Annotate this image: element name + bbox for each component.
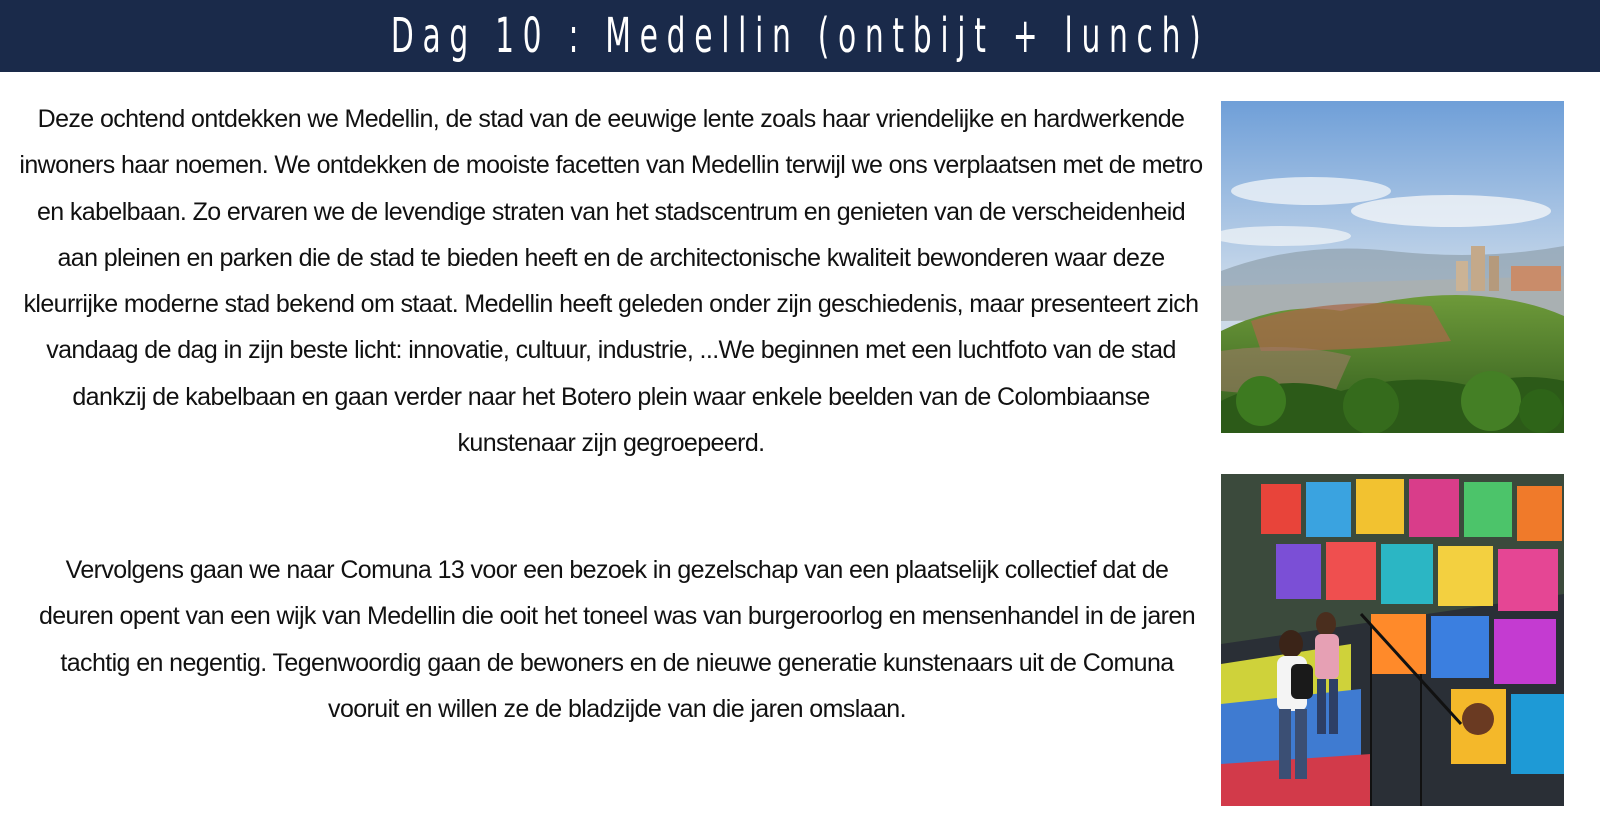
city-landscape-image (1221, 101, 1564, 433)
street-art-stairs-image (1221, 474, 1564, 806)
comuna-paragraph: Vervolgens gaan we naar Comuna 13 voor een bezoek in gezelschap van een plaatselijk collectief dat de deuren opent van een wijk van Medellin die ooit het toneel was van burgeroorlog en mensenhandel in de jaren tachtig en negentig. Tegenwoordig gaan de bewoners en de nieuwe generatie kunstenaars uit de Comuna vooruit en willen ze de bladzijde van die jaren omslaan. (38, 556, 1196, 723)
intro-paragraph: Deze ochtend ontdekken we Medellin, de stad van de eeuwige lente zoals haar vriendelijke en hardwerkende inwoners haar noemen. We ontdekken de mooiste facetten van Medellin terwijl we ons verplaatsen met de metro en kabelbaan. Zo ervaren we de levendige straten van het stadscentrum en genieten van de verscheidenheid aan pleinen en parken die de stad te bieden heeft en de architectonische kwaliteit bewonderen waar deze kleurrijke moderne stad bekend om staat. Medellin heeft geleden onder zijn geschiedenis, maar presenteert zich vandaag de dag in zijn beste licht: innovatie, cultuur, industrie, ...We beginnen met een luchtfoto van de stad dankzij de kabelbaan en gaan verder naar het Botero plein waar enkele beelden van de Colombiaanse kunstenaar zijn gegroepeerd. (19, 105, 1203, 458)
comuna-13-art-photo (1221, 474, 1564, 806)
page-header (0, 0, 1600, 72)
medellin-city-photo (1221, 101, 1564, 433)
page-title: Dag 10 : Medellin (ontbijt + lunch) (390, 8, 1210, 64)
